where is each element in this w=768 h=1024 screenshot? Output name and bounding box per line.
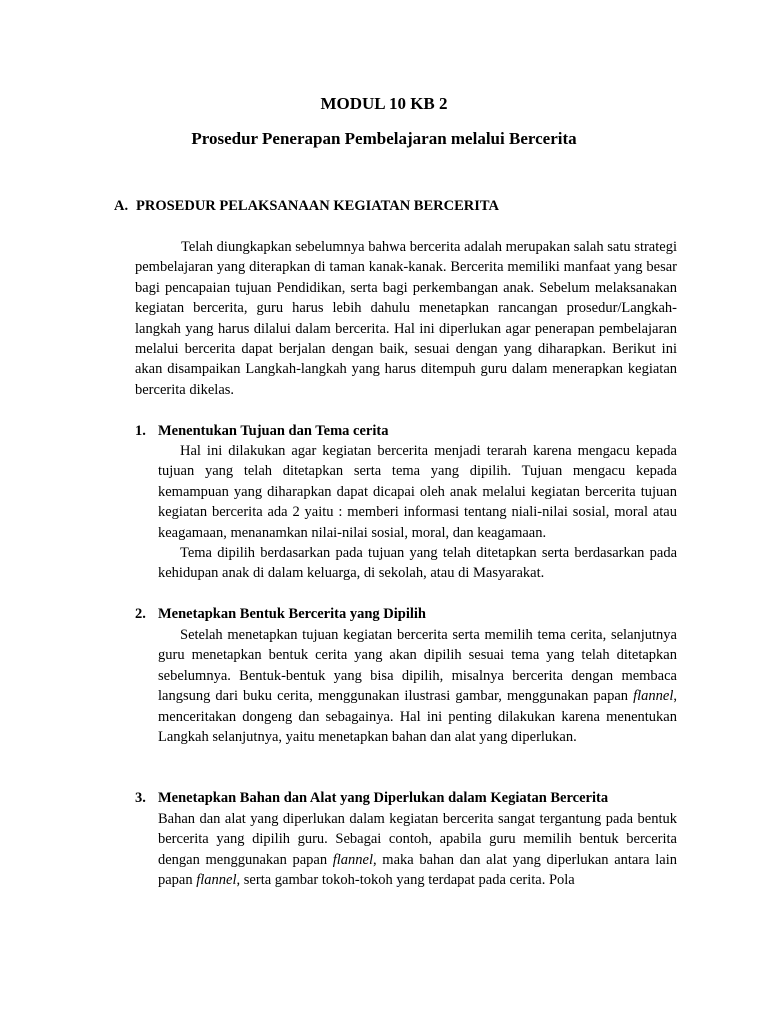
item-3-text-c: , serta gambar tokoh-tokoh yang terdapat pada cerita. Pola [236, 872, 575, 889]
item-3-number: 3. [135, 790, 146, 806]
item-1-heading [135, 421, 388, 441]
item-1-paragraph-2: Tema dipilih berdasarkan pada tujuan yang telah ditetapkan serta berdasarkan pada kehidupan anak di dalam keluarga, di sekolah, atau di Masyarakat. [158, 545, 677, 582]
item-3-text-flannel-1: flannel [332, 851, 374, 868]
item-2-text-a: Setelah menetapkan tujuan kegiatan bercerita serta memilih tema cerita, selanjutnya guru menetapkan bentuk cerita yang akan dipilih sesuai tema yang telah ditetapkan sebelumnya. Bentuk-bentuk yang bisa dipilih, misalnya bercerita dengan membaca langsung dari buku cerita, menggunakan ilustrasi gambar, menggunakan papan [158, 627, 677, 705]
document-subtitle: Prosedur Penerapan Pembelajaran melalui Bercerita [191, 129, 577, 148]
section-letter: A. [114, 198, 129, 214]
section-heading-text: PROSEDUR PELAKSANAAN KEGIATAN BERCERITA [136, 198, 499, 214]
item-2-paragraph-1 [158, 625, 677, 747]
item-3-heading-text: Menetapkan Bahan dan Alat yang Diperlukan dalam Kegiatan Bercerita [158, 790, 609, 806]
item-1-paragraph-1: Hal ini dilakukan agar kegiatan bercerita menjadi terarah karena mengacu kepada tujuan yang telah ditetapkan serta tema yang dipilih. Tujuan mengacu kepada kemampuan yang diharapkan dapat dicapai oleh anak melalui kegiatan bercerita tujuan kegiatan bercerita ada 2 yaitu : memberi informasi tentang niali-nilai sosial, moral atau keagamaan, menanamkan nilai-nilai sosial, moral, dan keagamaan. [158, 443, 677, 541]
item-3-heading [135, 788, 608, 808]
section-heading [114, 196, 499, 216]
item-3-text-a: Bahan dan alat yang diperlukan dalam kegiatan bercerita sangat tergantung pada bentuk bercerita yang dipilih guru. Sebagai contoh, apabila guru memilih bentuk bercerita dengan menggunakan papan [158, 811, 677, 868]
item-3-text-flannel-2: flannel [196, 872, 237, 889]
document-title: MODUL 10 KB 2 [320, 94, 448, 113]
item-3-paragraph-1 [158, 809, 677, 891]
item-1-number: 1. [135, 423, 146, 439]
item-2-text-b: , menceritakan dongeng dan sebagainya. Hal ini penting dilakukan karena menentukan Langkah selanjutnya, yaitu menetapkan bahan dan alat yang diperlukan. [158, 688, 677, 746]
item-2-text-flannel: flannel [633, 688, 674, 705]
item-2-number: 2. [135, 606, 146, 622]
item-2-heading [135, 604, 426, 624]
intro-paragraph: Telah diungkapkan sebelumnya bahwa bercerita adalah merupakan salah satu strategi pembelajaran yang diterapkan di taman kanak-kanak. Bercerita memiliki manfaat yang besar bagi pencapaian tujuan Pendidikan, serta bagi perkembangan anak. Sebelum melaksanakan kegiatan bercerita, guru harus lebih dahulu menetapkan rancangan prosedur/Langkah-langkah yang harus dilalui dalam bercerita. Hal ini diperlukan agar penerapan pembelajaran melalui bercerita dapat berjalan dengan baik, sesuai dengan yang diharapkan. Berikut ini akan disampaikan Langkah-langkah yang harus ditempuh guru dalam menerapkan kegiatan bercerita dikelas. [135, 239, 677, 398]
item-2-heading-text: Menetapkan Bentuk Bercerita yang Dipilih [158, 606, 426, 622]
item-3-text-b: , maka bahan dan alat yang diperlukan antara lain papan [158, 851, 677, 889]
item-1-heading-text: Menentukan Tujuan dan Tema cerita [158, 423, 389, 439]
